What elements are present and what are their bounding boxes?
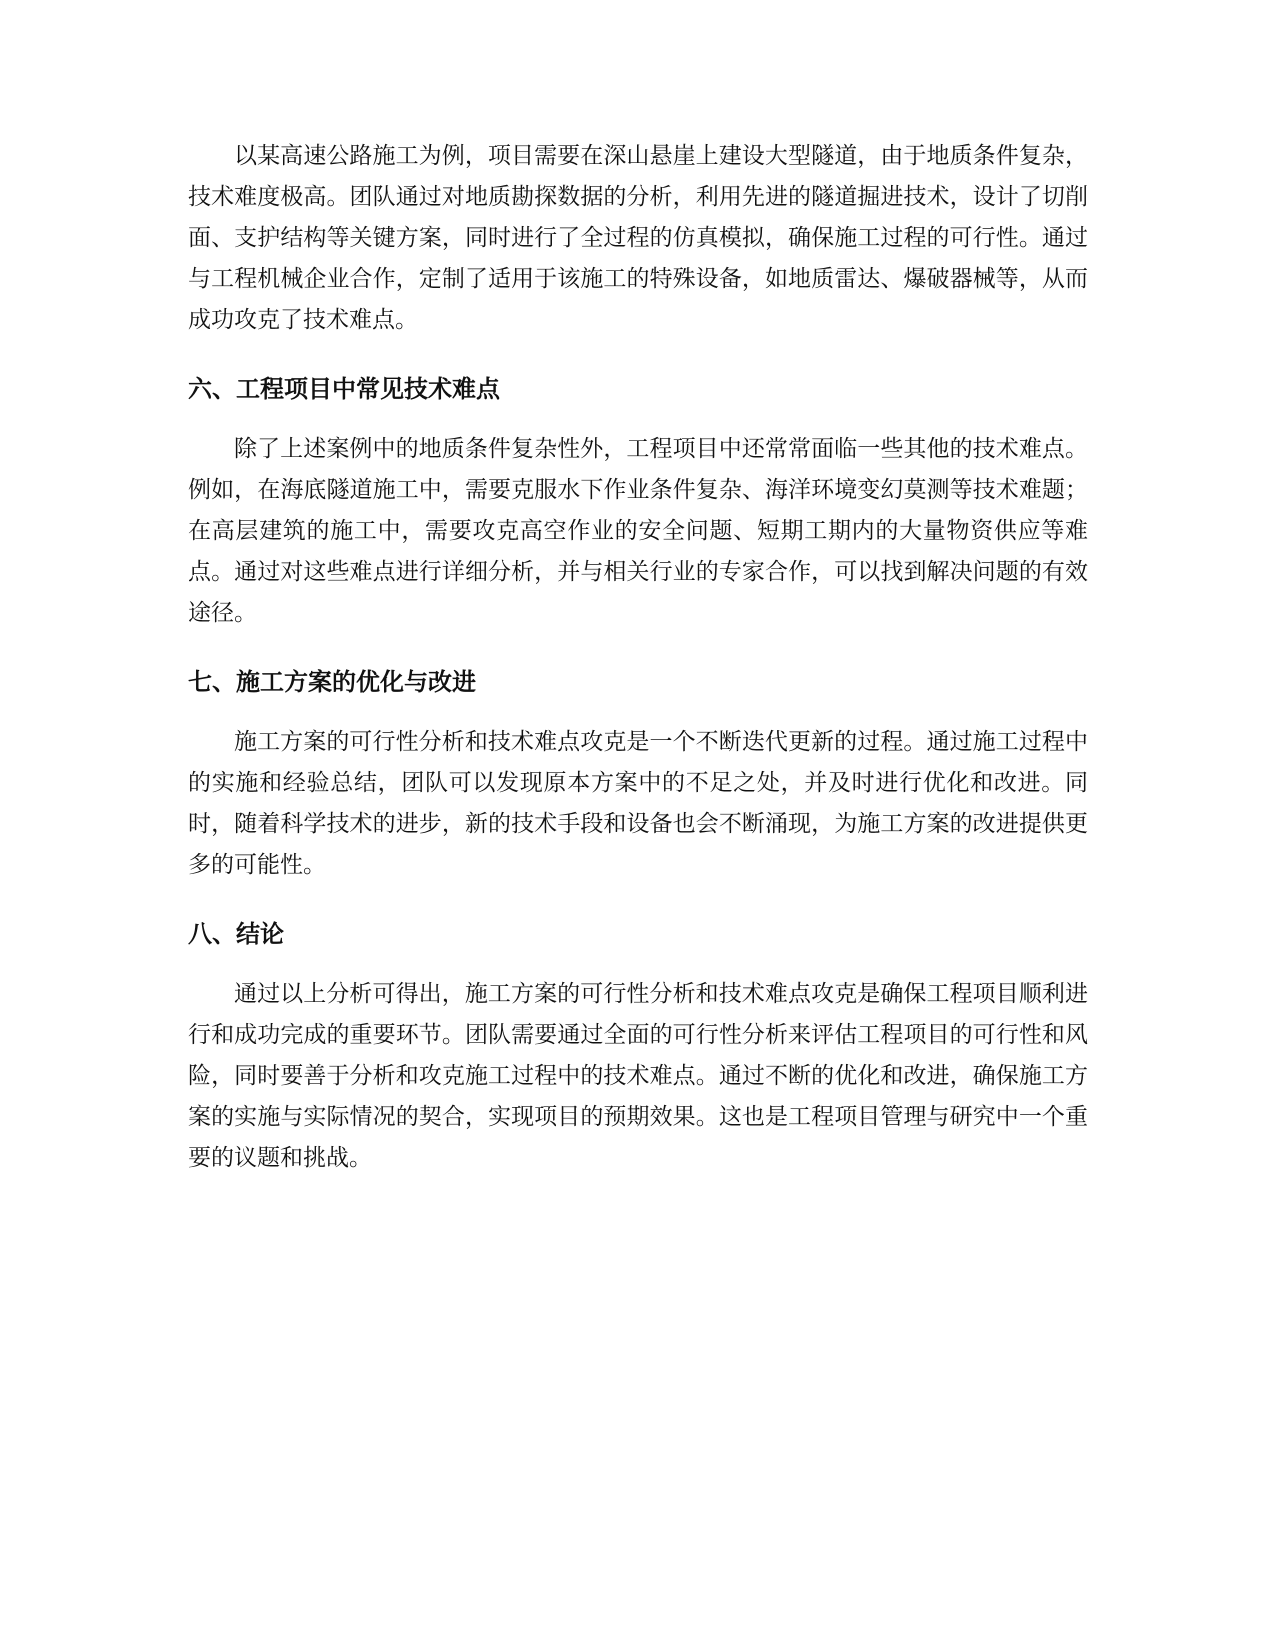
section-8-paragraph: 通过以上分析可得出，施工方案的可行性分析和技术难点攻克是确保工程项目顺利进行和成功完成的重要环节。团队需要通过全面的可行性分析来评估工程项目的可行性和风险，同时要善于分析和攻克施工过程中的技术难点。通过不断的优化和改进，确保施工方案的实施与实际情况的契合，实现项目的预期效果。这也是工程项目管理与研究中一个重要的议题和挑战。 [188, 981, 1088, 1171]
section-8-heading: 八、结论 [188, 920, 284, 948]
section-7-heading: 七、施工方案的优化与改进 [188, 668, 476, 696]
section-6-paragraph: 除了上述案例中的地质条件复杂性外，工程项目中还常常面临一些其他的技术难点。例如，在海底隧道施工中，需要克服水下作业条件复杂、海洋环境变幻莫测等技术难题；在高层建筑的施工中，需要攻克高空作业的安全问题、短期工期内的大量物资供应等难点。通过对这些难点进行详细分析，并与相关行业的专家合作，可以找到解决问题的有效途径。 [188, 436, 1088, 626]
section-6-heading: 六、工程项目中常见技术难点 [188, 375, 500, 403]
intro-case-paragraph: 以某高速公路施工为例，项目需要在深山悬崖上建设大型隧道，由于地质条件复杂，技术难度极高。团队通过对地质勘探数据的分析，利用先进的隧道掘进技术，设计了切削面、支护结构等关键方案，同时进行了全过程的仿真模拟，确保施工过程的可行性。通过与工程机械企业合作，定制了适用于该施工的特殊设备，如地质雷达、爆破器械等，从而成功攻克了技术难点。 [188, 143, 1088, 333]
document-body [188, 136, 1088, 1179]
section-7-paragraph: 施工方案的可行性分析和技术难点攻克是一个不断迭代更新的过程。通过施工过程中的实施和经验总结，团队可以发现原本方案中的不足之处，并及时进行优化和改进。同时，随着科学技术的进步，新的技术手段和设备也会不断涌现，为施工方案的改进提供更多的可能性。 [188, 729, 1088, 878]
